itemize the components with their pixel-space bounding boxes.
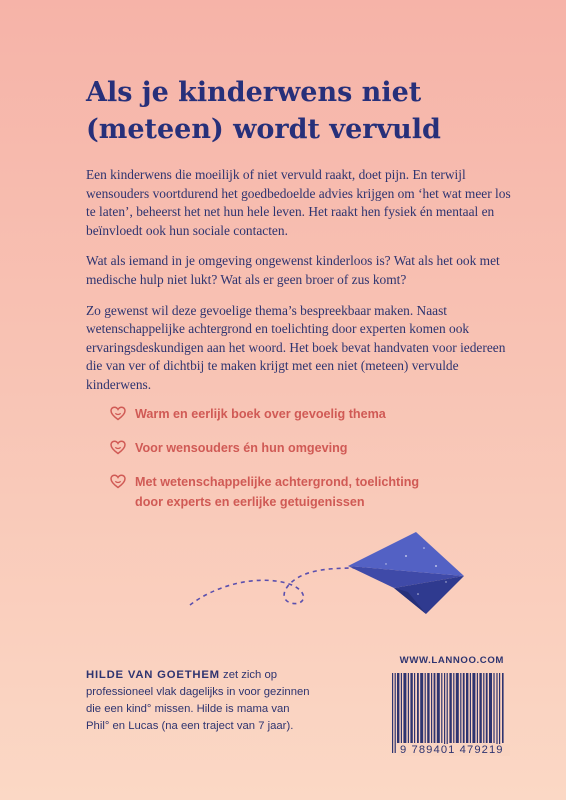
- feature-text: Warm en eerlijk boek over gevoelig thema: [135, 407, 386, 421]
- heart-icon: [110, 406, 126, 421]
- feature-text: Voor wensouders én hun omgeving: [135, 441, 348, 455]
- barcode-bars: [392, 673, 504, 753]
- heart-icon: [110, 440, 126, 455]
- author-bio-text: zet zich op professioneel vlak dagelijks in voor gezinnen die een kind° missen. Hilde is mama van Phil° en Lucas (na een traject van 7 jaar).: [86, 669, 310, 732]
- publisher-url[interactable]: WWW.LANNOO.COM: [399, 655, 504, 666]
- isbn-number: 9 789401 479219: [398, 744, 510, 756]
- feature-item: [110, 472, 450, 512]
- paper-plane-icon: [346, 526, 466, 616]
- book-title: [86, 74, 506, 148]
- author-bio: [86, 667, 316, 735]
- heart-icon: [110, 474, 126, 489]
- feature-text: Met wetenschappelijke achtergrond, toelichting door experts en eerlijke getuigenissen: [135, 475, 420, 509]
- feature-list: [110, 404, 450, 526]
- title-line-2: (meteen) wordt vervuld: [86, 114, 441, 145]
- feature-item: [110, 438, 450, 458]
- dashed-flight-trail: [186, 545, 366, 615]
- blurb-paragraph-3: Zo gewenst wil deze gevoelige thema’s bespreekbaar maken. Naast wetenschappelijke achtergrond en toelichting door experten komen ook ervaringsdeskundigen aan het woord. Het boek bevat handvaten voor iedereen die van ver of dichtbij te maken krijgt met een niet (meteen) vervulde kinderwens.: [86, 302, 506, 392]
- feature-item: [110, 404, 450, 424]
- blurb-paragraph-2: Wat als iemand in je omgeving ongewenst kinderloos is? Wat als het ook met medische hulp niet lukt? Wat als er geen broer of zus komt?: [86, 253, 500, 287]
- blurb-paragraph-1: Een kinderwens die moeilijk of niet vervuld raakt, doet pijn. En terwijl wensouders voortdurend het goedbedoelde advies krijgen om ‘het wat meer los te laten’, beheerst het net hun hele leven. Het raakt hen fysiek én mentaal en beïnvloedt ook hun sociale contacten.: [86, 167, 511, 238]
- title-line-1: Als je kinderwens niet: [86, 77, 422, 108]
- author-name: HILDE VAN GOETHEM: [86, 669, 220, 681]
- blurb: [86, 166, 518, 407]
